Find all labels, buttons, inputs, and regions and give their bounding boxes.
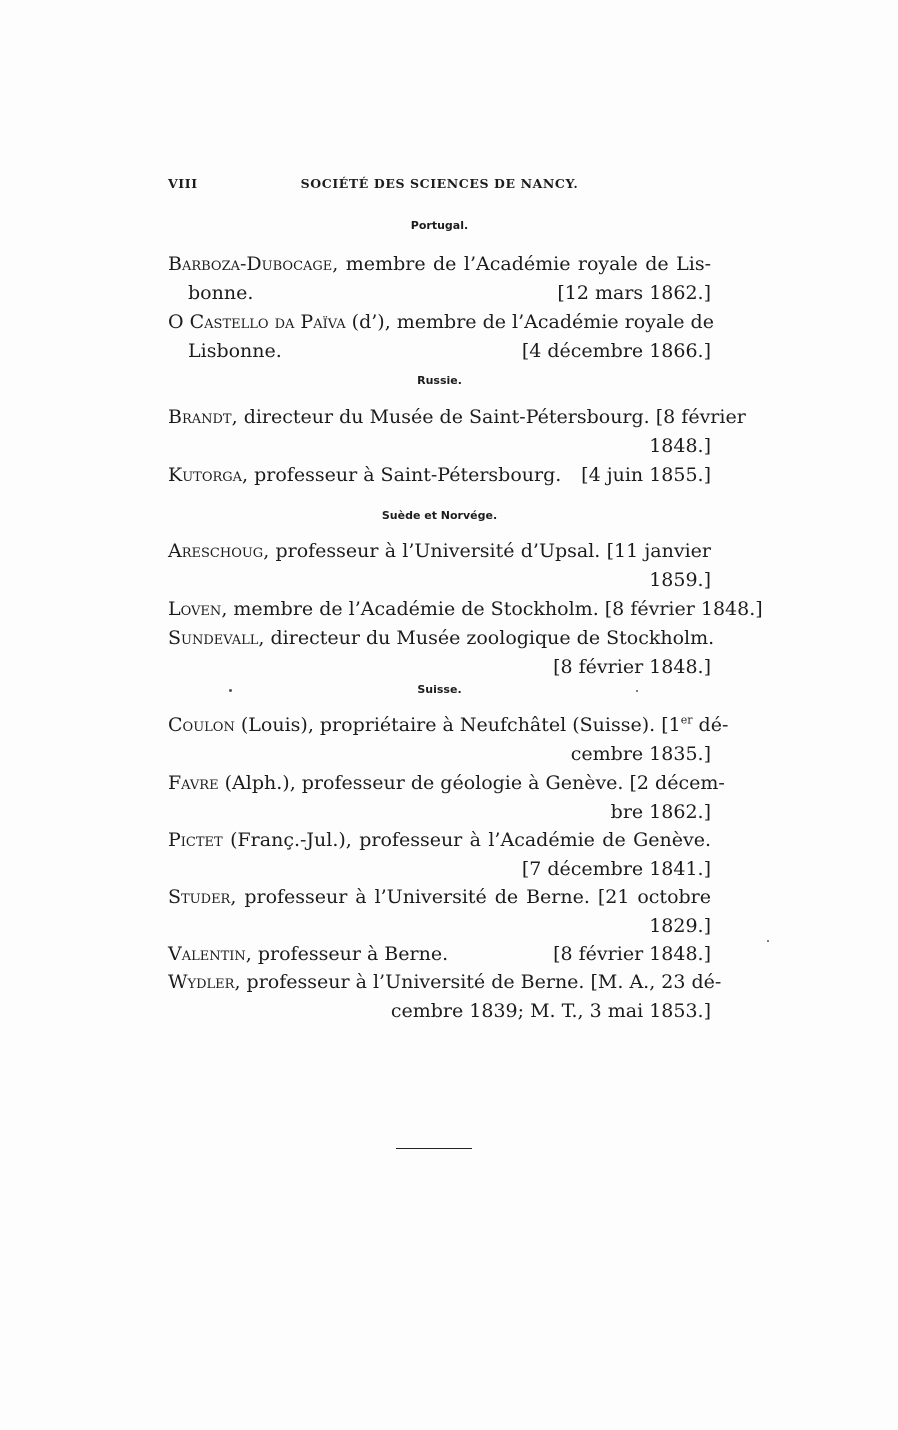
entry-text: (d’), membre de l’Académie royale de bbox=[345, 311, 714, 333]
entry-name: Wydler bbox=[168, 971, 235, 993]
entry-date: [12 mars 1862.] bbox=[557, 282, 711, 304]
page-number: VIII bbox=[168, 176, 198, 191]
entry-name: O Castello da Païva bbox=[168, 311, 346, 333]
entry-name: Favre bbox=[168, 772, 219, 794]
paper-speck bbox=[767, 940, 769, 942]
entry-date: bre 1862.] bbox=[610, 801, 711, 823]
entry-date: 1859.] bbox=[649, 569, 711, 591]
entry-text-cont: bonne. bbox=[188, 282, 254, 304]
entry-text: , membre de l’Académie royale de Lis- bbox=[332, 253, 711, 275]
entry-name: Brandt bbox=[168, 406, 232, 428]
section-heading-portugal: Portugal. bbox=[410, 219, 469, 232]
paper-speck bbox=[229, 689, 232, 692]
entry-text: , directeur du Musée de Saint-Pétersbourg. [8 février bbox=[231, 406, 746, 428]
entry-text: , professeur à l’Université d’Upsal. [11 janvier bbox=[263, 540, 711, 562]
entry-name: Pictet bbox=[168, 829, 223, 851]
entry-favre bbox=[168, 769, 725, 827]
entry-text-cont: Lisbonne. bbox=[188, 340, 282, 362]
entry-date: 1829.] bbox=[649, 915, 711, 937]
entry-text: , directeur du Musée zoologique de Stockholm. bbox=[258, 627, 715, 649]
section-heading-suede: Suède et Norvége. bbox=[381, 509, 498, 522]
entry-barboza bbox=[168, 250, 711, 308]
entry-name: Coulon bbox=[168, 714, 235, 736]
entry-name: Sundevall bbox=[168, 627, 259, 649]
entry-valentin bbox=[168, 940, 711, 969]
entry-text: , professeur à l’Université de Berne. [21 octobre bbox=[230, 886, 711, 908]
entry-superscript: er bbox=[680, 713, 693, 727]
entry-date: [7 décembre 1841.] bbox=[521, 858, 711, 880]
entry-date: cembre 1835.] bbox=[570, 743, 711, 765]
entry-name: Studer bbox=[168, 886, 231, 908]
entry-areschoug bbox=[168, 537, 711, 595]
entry-name: Valentin bbox=[168, 943, 246, 965]
entry-sundevall bbox=[168, 624, 715, 682]
entry-text-end: dé- bbox=[692, 714, 729, 736]
closing-rule bbox=[396, 1148, 472, 1149]
entry-name: Loven bbox=[168, 598, 222, 620]
entry-date: [8 février 1848.] bbox=[553, 656, 711, 678]
section-heading-russie: Russie. bbox=[417, 374, 462, 387]
entry-date: [4 juin 1855.] bbox=[581, 464, 711, 486]
entry-text: (Louis), propriétaire à Neufchâtel (Suisse). [1 bbox=[234, 714, 681, 736]
entry-date: [8 février 1848.] bbox=[553, 943, 711, 965]
entry-text: (Alph.), professeur de géologie à Genève. [2 décem- bbox=[218, 772, 725, 794]
entry-date: [4 décembre 1866.] bbox=[521, 340, 711, 362]
entry-date: cembre 1839; M. T., 3 mai 1853.] bbox=[390, 1000, 711, 1022]
entry-name: Kutorga bbox=[168, 464, 243, 486]
entry-kutorga bbox=[168, 461, 711, 490]
entry-text: , professeur à l’Université de Berne. [M. A., 23 dé- bbox=[234, 971, 722, 993]
entry-pictet bbox=[168, 826, 711, 884]
page-header bbox=[168, 176, 711, 196]
entry-text: , professeur à Berne. bbox=[245, 943, 449, 965]
entry-name: Areschoug bbox=[168, 540, 264, 562]
entry-name: Barboza-Dubocage bbox=[168, 253, 333, 275]
entry-coulon bbox=[168, 711, 729, 769]
entry-brandt bbox=[168, 403, 746, 461]
running-title: SOCIÉTÉ DES SCIENCES DE NANCY. bbox=[300, 176, 579, 191]
section-heading-suisse: Suisse. bbox=[417, 683, 462, 696]
entry-loven bbox=[168, 595, 763, 624]
entry-text: (Franç.-Jul.), professeur à l’Académie de Genève. bbox=[222, 829, 711, 851]
entry-date: 1848.] bbox=[649, 435, 711, 457]
entry-wydler bbox=[168, 968, 722, 1026]
entry-text: , professeur à Saint-Pétersbourg. bbox=[242, 464, 562, 486]
paper-speck bbox=[636, 690, 638, 692]
entry-studer bbox=[168, 883, 711, 941]
entry-text: , membre de l’Académie de Stockholm. [8 février 1848.] bbox=[221, 598, 763, 620]
entry-castello bbox=[168, 308, 714, 366]
